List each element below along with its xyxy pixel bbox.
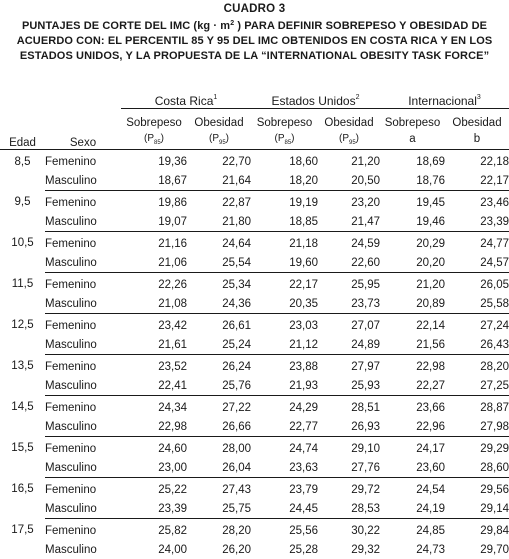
cell-value: 26,61 [187, 314, 251, 336]
cell-value: 19,36 [121, 150, 187, 172]
cell-sexo: Femenino [45, 355, 121, 377]
cell-value: 27,97 [318, 355, 380, 377]
cell-edad [0, 253, 45, 273]
caption-line-1 [0, 16, 509, 34]
cell-value: 26,04 [187, 458, 251, 478]
cell-edad [0, 171, 45, 191]
cell-sexo: Masculino [45, 294, 121, 314]
cell-value: 26,43 [445, 335, 509, 355]
header-spacer [45, 84, 121, 109]
caption-line-1-b: ) PARA DEFINIR SOBREPESO Y OBESIDAD DE [237, 20, 487, 32]
cell-sexo: Femenino [45, 437, 121, 459]
cell-value: 22,96 [380, 417, 445, 437]
table-row [0, 273, 509, 295]
footnote-mark: 2 [356, 94, 360, 101]
cell-value: 19,46 [380, 212, 445, 232]
cell-edad [0, 294, 45, 314]
cell-sexo: Femenino [45, 314, 121, 336]
cell-value: 21,16 [121, 232, 187, 254]
cell-edad [0, 376, 45, 396]
cell-sexo: Femenino [45, 273, 121, 295]
cell-value: 25,76 [187, 376, 251, 396]
cell-value: 24,77 [445, 232, 509, 254]
cell-sexo: Masculino [45, 540, 121, 559]
cell-value: 21,61 [121, 335, 187, 355]
column-header-obesidad: Obesidad [445, 109, 509, 130]
table-row [0, 150, 509, 172]
column-header-obesidad: Obesidad [187, 109, 251, 130]
cell-value: 19,19 [251, 191, 318, 213]
cell-value: 22,17 [445, 171, 509, 191]
caption-line-3: ESTADOS UNIDOS, Y LA PROPUESTA DE LA “INTERNATIONAL OBESITY TASK FORCE” [0, 49, 509, 64]
cell-value: 22,98 [121, 417, 187, 437]
table-row [0, 232, 509, 254]
cell-value: 21,47 [318, 212, 380, 232]
cell-value: 22,77 [251, 417, 318, 437]
cell-value: 21,80 [187, 212, 251, 232]
cell-edad: 16,5 [0, 478, 45, 500]
group-header-estados-unidos: Estados Unidos$^2$ [251, 84, 380, 109]
cell-value: 19,60 [251, 253, 318, 273]
cell-sexo: Masculino [45, 171, 121, 191]
cell-value: 25,54 [187, 253, 251, 273]
cell-sexo: Masculino [45, 253, 121, 273]
cell-value: 21,93 [251, 376, 318, 396]
cell-value: 20,20 [380, 253, 445, 273]
cell-sexo: Femenino [45, 396, 121, 418]
cell-sexo: Femenino [45, 519, 121, 541]
cell-value: 19,45 [380, 191, 445, 213]
cell-value: 24,36 [187, 294, 251, 314]
cell-value: 23,66 [380, 396, 445, 418]
cell-sexo: Femenino [45, 150, 121, 172]
cell-edad [0, 540, 45, 559]
bmi-cutoff-table [0, 84, 509, 559]
cell-value: 27,22 [187, 396, 251, 418]
cell-value: 21,08 [121, 294, 187, 314]
cell-value: 26,05 [445, 273, 509, 295]
cell-value: 19,07 [121, 212, 187, 232]
cell-value: 24,59 [318, 232, 380, 254]
cell-edad: 14,5 [0, 396, 45, 418]
cell-value: 23,39 [445, 212, 509, 232]
group-header-internacional: Internacional$^3$ [380, 84, 509, 109]
table-row [0, 355, 509, 377]
cell-value: 24,17 [380, 437, 445, 459]
table-row [0, 499, 509, 519]
cell-edad: 10,5 [0, 232, 45, 254]
cell-value: 22,87 [187, 191, 251, 213]
cell-value: 25,56 [251, 519, 318, 541]
cell-edad: 12,5 [0, 314, 45, 336]
table-row [0, 417, 509, 437]
cell-value: 21,64 [187, 171, 251, 191]
cell-value: 28,00 [187, 437, 251, 459]
cell-edad [0, 335, 45, 355]
cell-value: 27,25 [445, 376, 509, 396]
cell-value: 27,98 [445, 417, 509, 437]
cell-value: 28,51 [318, 396, 380, 418]
cell-value: 25,28 [251, 540, 318, 559]
cell-value: 22,98 [380, 355, 445, 377]
cell-value: 21,20 [318, 150, 380, 172]
cell-value: 18,69 [380, 150, 445, 172]
column-header-edad: Edad [0, 109, 45, 150]
cell-value: 29,56 [445, 478, 509, 500]
cell-value: 23,52 [121, 355, 187, 377]
cell-value: 25,24 [187, 335, 251, 355]
cell-value: 25,95 [318, 273, 380, 295]
cell-value: 28,53 [318, 499, 380, 519]
cell-edad: 13,5 [0, 355, 45, 377]
cell-value: 29,14 [445, 499, 509, 519]
cell-value: 26,66 [187, 417, 251, 437]
cell-value: 23,88 [251, 355, 318, 377]
cell-value: 21,12 [251, 335, 318, 355]
footnote-mark: 3 [477, 94, 481, 101]
caption-superscript: 2 [230, 20, 234, 27]
cell-value: 26,20 [187, 540, 251, 559]
cell-value: 22,41 [121, 376, 187, 396]
cell-value: 22,18 [445, 150, 509, 172]
cell-value: 24,89 [318, 335, 380, 355]
table-row [0, 335, 509, 355]
table-row [0, 478, 509, 500]
table-row [0, 191, 509, 213]
table-row [0, 540, 509, 559]
column-header-letter: b [445, 129, 509, 150]
cell-value: 22,14 [380, 314, 445, 336]
cell-value: 25,82 [121, 519, 187, 541]
cell-value: 24,45 [251, 499, 318, 519]
cell-value: 28,20 [445, 355, 509, 377]
cell-value: 23,46 [445, 191, 509, 213]
table-row [0, 294, 509, 314]
column-header-letter: a [380, 129, 445, 150]
cell-value: 29,84 [445, 519, 509, 541]
table-body [0, 150, 509, 559]
cell-value: 29,70 [445, 540, 509, 559]
cell-edad [0, 499, 45, 519]
column-header-sobrepeso: Sobrepeso [380, 109, 445, 130]
cell-edad: 8,5 [0, 150, 45, 172]
cell-sexo: Femenino [45, 232, 121, 254]
cell-value: 28,20 [187, 519, 251, 541]
cell-value: 23,63 [251, 458, 318, 478]
cell-value: 22,26 [121, 273, 187, 295]
cell-value: 22,17 [251, 273, 318, 295]
cell-value: 22,60 [318, 253, 380, 273]
cell-value: 23,79 [251, 478, 318, 500]
cell-value: 24,00 [121, 540, 187, 559]
cell-value: 30,22 [318, 519, 380, 541]
table-row [0, 212, 509, 232]
cell-value: 20,50 [318, 171, 380, 191]
caption-number: CUADRO 3 [0, 2, 509, 16]
cell-value: 23,73 [318, 294, 380, 314]
column-header-sobrepeso: Sobrepeso [251, 109, 318, 130]
cell-value: 28,60 [445, 458, 509, 478]
cell-sexo: Masculino [45, 458, 121, 478]
cell-sexo: Masculino [45, 212, 121, 232]
group-header-costa-rica: Costa Rica$^1$ [121, 84, 251, 109]
cell-sexo: Masculino [45, 335, 121, 355]
cell-value: 23,39 [121, 499, 187, 519]
column-header-percentile: $(P_{95})$ [318, 129, 380, 150]
cell-value: 29,72 [318, 478, 380, 500]
caption-line-1-a: PUNTAJES DE CORTE DEL IMC (kg · m [22, 20, 230, 32]
cell-value: 18,20 [251, 171, 318, 191]
cell-value: 24,54 [380, 478, 445, 500]
cell-value: 21,06 [121, 253, 187, 273]
cell-edad: 15,5 [0, 437, 45, 459]
cell-sexo: Masculino [45, 376, 121, 396]
cell-edad: 17,5 [0, 519, 45, 541]
table-row [0, 253, 509, 273]
table-row [0, 437, 509, 459]
cell-value: 22,70 [187, 150, 251, 172]
cell-value: 27,24 [445, 314, 509, 336]
cell-value: 24,29 [251, 396, 318, 418]
cell-value: 27,76 [318, 458, 380, 478]
cell-value: 26,24 [187, 355, 251, 377]
cell-value: 24,64 [187, 232, 251, 254]
cell-value: 24,85 [380, 519, 445, 541]
cell-value: 19,86 [121, 191, 187, 213]
cell-value: 28,87 [445, 396, 509, 418]
cell-value: 23,00 [121, 458, 187, 478]
column-header-sexo: Sexo [45, 109, 121, 150]
footnote-mark: 1 [213, 94, 217, 101]
cell-value: 23,60 [380, 458, 445, 478]
header-spacer [0, 84, 45, 109]
table-row [0, 376, 509, 396]
table-row [0, 171, 509, 191]
cell-edad [0, 458, 45, 478]
column-header-sobrepeso: Sobrepeso [121, 109, 187, 130]
header-row-groups [0, 84, 509, 109]
cell-value: 18,76 [380, 171, 445, 191]
cell-value: 25,75 [187, 499, 251, 519]
column-header-percentile: $(P_{85})$ [251, 129, 318, 150]
cell-edad: 9,5 [0, 191, 45, 213]
cell-value: 18,85 [251, 212, 318, 232]
cell-value: 21,20 [380, 273, 445, 295]
table-caption [0, 2, 509, 64]
cell-value: 29,10 [318, 437, 380, 459]
cell-edad [0, 417, 45, 437]
table-row [0, 396, 509, 418]
cell-value: 20,89 [380, 294, 445, 314]
cell-value: 24,19 [380, 499, 445, 519]
table-row [0, 314, 509, 336]
cell-sexo: Femenino [45, 191, 121, 213]
cell-sexo: Femenino [45, 478, 121, 500]
cell-value: 18,60 [251, 150, 318, 172]
cell-value: 21,18 [251, 232, 318, 254]
cell-value: 23,20 [318, 191, 380, 213]
cell-value: 25,58 [445, 294, 509, 314]
cell-edad [0, 212, 45, 232]
cell-value: 26,93 [318, 417, 380, 437]
cell-value: 29,32 [318, 540, 380, 559]
column-header-obesidad: Obesidad [318, 109, 380, 130]
cell-edad: 11,5 [0, 273, 45, 295]
cell-value: 23,42 [121, 314, 187, 336]
cell-value: 25,93 [318, 376, 380, 396]
table-row [0, 519, 509, 541]
cell-value: 20,35 [251, 294, 318, 314]
cell-value: 21,56 [380, 335, 445, 355]
cell-sexo: Masculino [45, 499, 121, 519]
cell-value: 18,67 [121, 171, 187, 191]
column-header-percentile: $(P_{95})$ [187, 129, 251, 150]
header-row-categories [0, 109, 509, 130]
cell-sexo: Masculino [45, 417, 121, 437]
cell-value: 27,07 [318, 314, 380, 336]
cell-value: 24,74 [251, 437, 318, 459]
cell-value: 24,60 [121, 437, 187, 459]
cell-value: 25,34 [187, 273, 251, 295]
cell-value: 27,43 [187, 478, 251, 500]
column-header-percentile: $(P_{85})$ [121, 129, 187, 150]
cell-value: 29,29 [445, 437, 509, 459]
cell-value: 23,03 [251, 314, 318, 336]
cell-value: 25,22 [121, 478, 187, 500]
caption-line-2: ACUERDO CON: EL PERCENTIL 85 Y 95 DEL IMC OBTENIDOS EN COSTA RICA Y EN LOS [0, 34, 509, 49]
cell-value: 24,34 [121, 396, 187, 418]
cell-value: 24,73 [380, 540, 445, 559]
table-row [0, 458, 509, 478]
cell-value: 24,57 [445, 253, 509, 273]
cell-value: 20,29 [380, 232, 445, 254]
cell-value: 22,27 [380, 376, 445, 396]
